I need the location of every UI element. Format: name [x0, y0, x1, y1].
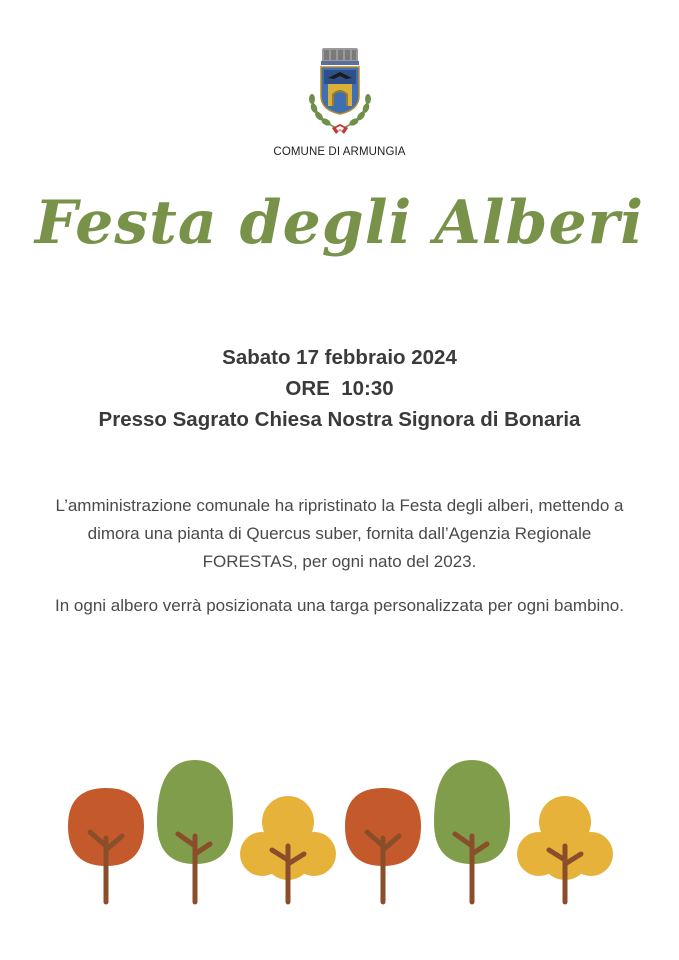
municipality-name: COMUNE DI ARMUNGIA [273, 146, 406, 158]
trees-illustration [0, 750, 679, 920]
event-location: Presso Sagrato Chiesa Nostra Signora di Bonaria [98, 408, 581, 431]
tree-orange-icon [345, 788, 421, 902]
crown-icon [321, 48, 359, 65]
event-date: Sabato 17 febbraio 2024 [222, 346, 457, 369]
tree-orange-icon [68, 788, 144, 902]
event-details [0, 342, 679, 435]
shield-icon [321, 67, 359, 114]
event-time: ORE 10:30 [285, 377, 394, 400]
ribbon-icon [332, 124, 348, 134]
municipal-crest-icon [302, 44, 378, 140]
description-paragraph-2: In ogni albero verrà posizionata una targa personalizzata per ogni bambino. [55, 596, 624, 615]
tree-yellow-icon [240, 796, 336, 902]
page-title: Festa degli Alberi [34, 188, 645, 258]
tree-green-icon [157, 760, 233, 902]
description-paragraph-1: L’amministrazione comunale ha ripristinato la Festa degli alberi, mettendo a dimora una pianta di Quercus suber, fornita dall’Agenzia Regionale FORESTAS, per ogni nato del 2023. [55, 496, 624, 571]
tree-yellow-icon [517, 796, 613, 902]
tree-green-icon [434, 760, 510, 902]
description [40, 492, 639, 620]
